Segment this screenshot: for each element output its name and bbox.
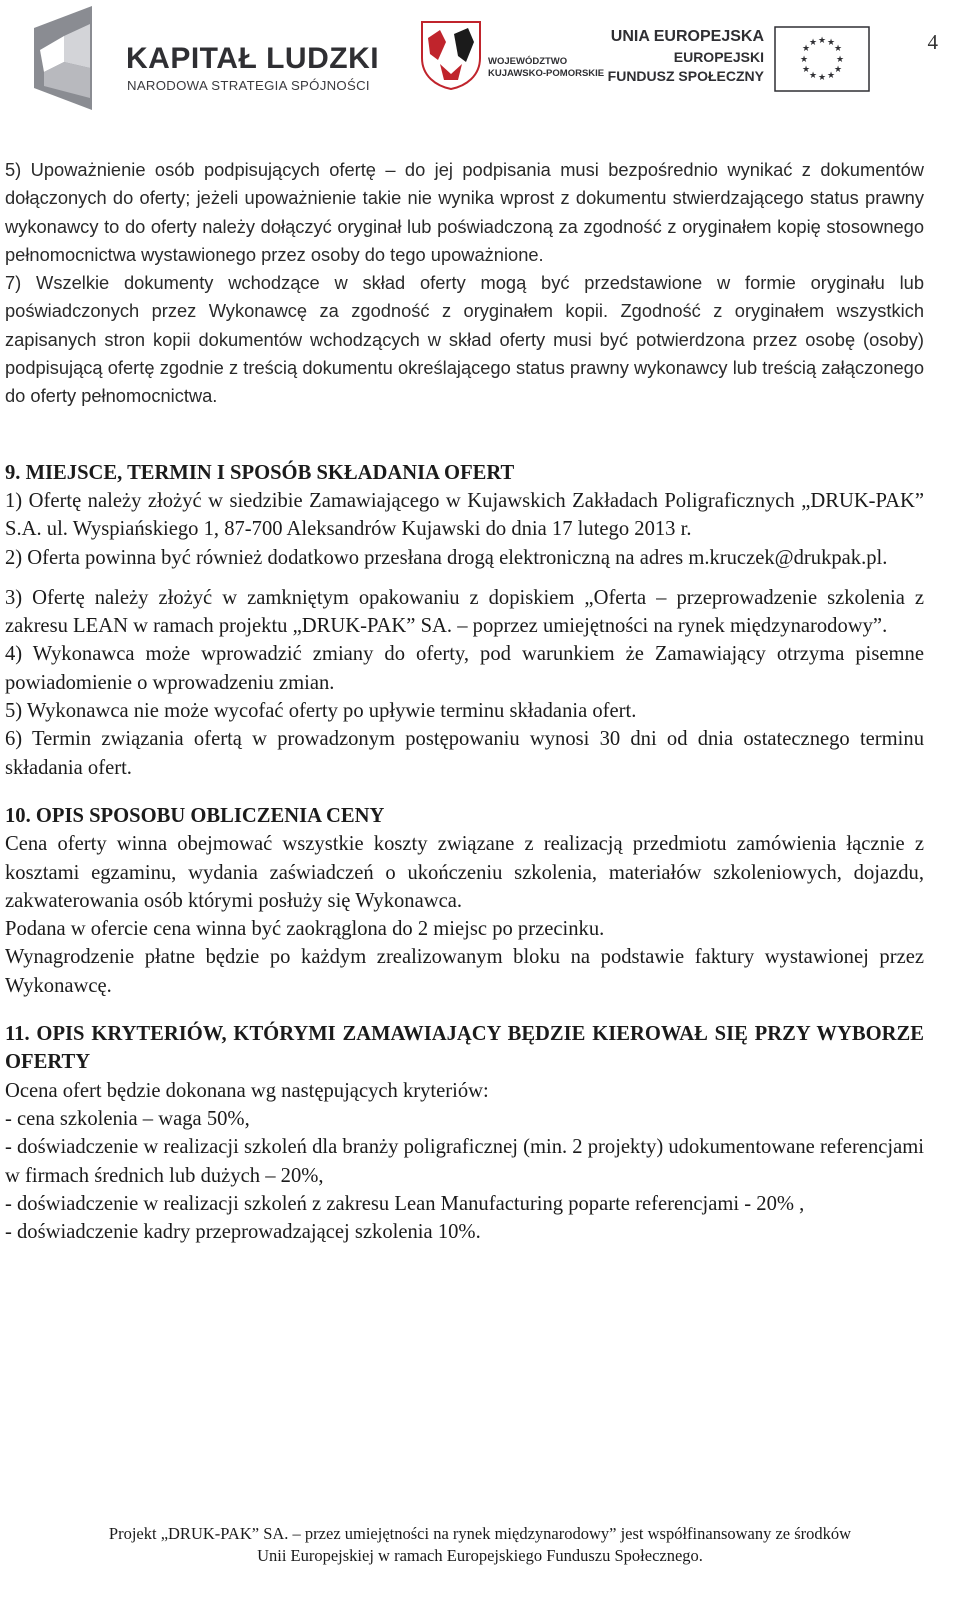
section10-p2: Podana w ofercie cena winna być zaokrąglona do 2 miejsc po przecinku. xyxy=(5,918,605,941)
section9-p2: 2) Oferta powinna być również dodatkowo przesłana drogą elektroniczną na adres m.kruczek@drukpak.pl. xyxy=(5,546,888,569)
svg-text:★: ★ xyxy=(817,73,827,83)
unia-europejska-logo xyxy=(607,26,882,106)
svg-text:★: ★ xyxy=(808,38,818,48)
wojewodztwo-text xyxy=(488,56,604,80)
svg-text:★: ★ xyxy=(801,44,811,54)
section9-p3: 3) Ofertę należy złożyć w zamkniętym opakowaniu z dopiskiem „Oferta – przeprowadzenie szkolenia z zakresu LEAN w ramach projektu „DRUK-PAK” SA. – poprzez umiejętności na rynek międzynarodowy”. xyxy=(5,586,924,638)
page-footer xyxy=(0,1523,960,1567)
svg-text:★: ★ xyxy=(833,65,843,75)
paragraph-authorization: 5) Upoważnienie osób podpisujących ofertę – do jej podpisania musi bezpośrednio wynikać z dokumentów dołączonych do oferty; jeżeli upoważnienie takie nie wynika wprost z dokumentu stwierdzającego status prawny wykonawcy to do oferty należy dołączyć oryginał lub poświadczoną za zgodność z oryginałem kopię stosownego pełnomocnictwa wystawionego przez osoby do tego upoważnione. xyxy=(5,159,924,265)
svg-text:★: ★ xyxy=(826,38,836,48)
criteria-item: - doświadczenie kadry przeprowadzającej szkolenia 10%. xyxy=(5,1221,481,1244)
section9-p5: 5) Wykonawca nie może wycofać oferty po upływie terminu składania ofert. xyxy=(5,700,637,723)
svg-text:★: ★ xyxy=(799,55,809,65)
criteria-item: - cena szkolenia – waga 50%, xyxy=(5,1107,250,1130)
section9-heading: 9. MIEJSCE, TERMIN I SPOSÓB SKŁADANIA OFERT xyxy=(5,461,515,484)
eu-flag-icon xyxy=(774,26,870,92)
svg-text:★: ★ xyxy=(826,71,836,81)
ue-line1: UNIA EUROPEJSKA xyxy=(610,28,764,45)
svg-text:★: ★ xyxy=(833,44,843,54)
svg-text:★: ★ xyxy=(835,55,845,65)
ue-text xyxy=(608,26,764,86)
svg-text:★: ★ xyxy=(801,65,811,75)
ue-line2: EUROPEJSKI xyxy=(673,49,764,65)
wojewodztwo-line1: WOJEWÓDZTWO xyxy=(488,56,568,67)
kapital-ludzki-subtitle: NARODOWA STRATEGIA SPÓJNOŚCI xyxy=(127,78,370,93)
svg-text:★: ★ xyxy=(817,36,827,46)
section9-p6: 6) Termin związania ofertą w prowadzonym postępowaniu wynosi 30 dni od dnia ostatecznego terminu składania ofert. xyxy=(5,728,924,779)
kapital-ludzki-emblem-icon xyxy=(34,6,124,114)
section11-heading: 11. OPIS KRYTERIÓW, KTÓRYMI ZAMAWIAJĄCY BĘDZIE KIEROWAŁ SIĘ PRZY WYBORZE OFERTY xyxy=(5,1023,924,1074)
coat-of-arms-icon xyxy=(420,20,482,90)
section10-p1: Cena oferty winna obejmować wszystkie koszty związane z realizacją przedmiotu zamówienia łącznie z kosztami egzaminu, wydania zaświadczeń o ukończeniu szkolenia, materiałów szkoleniowych, dojazdu, zakwaterowania osób którymi posłuży się Wykonawca. xyxy=(5,833,924,912)
kapital-ludzki-title: KAPITAŁ LUDZKI xyxy=(126,42,380,75)
paragraph-documents-form: 7) Wszelkie dokumenty wchodzące w skład oferty mogą być przedstawione w formie oryginału lub poświadczonych przez Wykonawcę za zgodność z oryginałem kopii. Zgodność z oryginałem wszystkich zapisanych stron kopii dokumentów wchodzących w skład oferty musi być potwierdzona przez osobę (osoby) podpisującą ofertę zgodnie z treścią dokumentu określającego status prawny wykonawcy lub treścią załączonego do oferty pełnomocnictwa. xyxy=(5,272,924,407)
section10-heading: 10. OPIS SPOSOBU OBLICZENIA CENY xyxy=(5,804,385,827)
section10-p3: Wynagrodzenie płatne będzie po każdym zrealizowanym bloku na podstawie faktury wystawionej przez Wykonawcę. xyxy=(5,946,924,997)
document-body xyxy=(5,156,924,1246)
wojewodztwo-logo xyxy=(420,20,620,100)
criteria-item: - doświadczenie w realizacji szkoleń dla branży poligraficznej (min. 2 projekty) udokumentowane referencjami w firmach średnich lub dużych – 20%, xyxy=(5,1136,924,1187)
kapital-ludzki-logo xyxy=(34,6,380,116)
svg-text:★: ★ xyxy=(808,71,818,81)
criteria-item: - doświadczenie w realizacji szkoleń z zakresu Lean Manufacturing poparte referencjami - 20% , xyxy=(5,1192,805,1215)
page-number: 4 xyxy=(927,30,938,54)
section9-p4: 4) Wykonawca może wprowadzić zmiany do oferty, pod warunkiem że Zamawiający otrzyma pisemne powiadomienie o wprowadzeniu zmian. xyxy=(5,643,924,694)
wojewodztwo-line2: KUJAWSKO-POMORSKIE xyxy=(488,68,605,79)
footer-line2: Unii Europejskiej w ramach Europejskiego Funduszu Społecznego. xyxy=(257,1546,703,1565)
section9-p1: 1) Ofertę należy złożyć w siedzibie Zamawiającego w Kujawskich Zakładach Poligraficznych „DRUK-PAK” S.A. ul. Wyspiańskiego 1, 87-700 Aleksandrów Kujawski do dnia 17 lutego 2013 r. xyxy=(5,489,924,541)
ue-line3: FUNDUSZ SPOŁECZNY xyxy=(607,68,764,84)
section11-intro: Ocena ofert będzie dokonana wg następujących kryteriów: xyxy=(5,1079,489,1102)
footer-line1: Projekt „DRUK-PAK” SA. – przez umiejętności na rynek międzynarodowy” jest współfinansowany ze środków xyxy=(108,1524,852,1543)
